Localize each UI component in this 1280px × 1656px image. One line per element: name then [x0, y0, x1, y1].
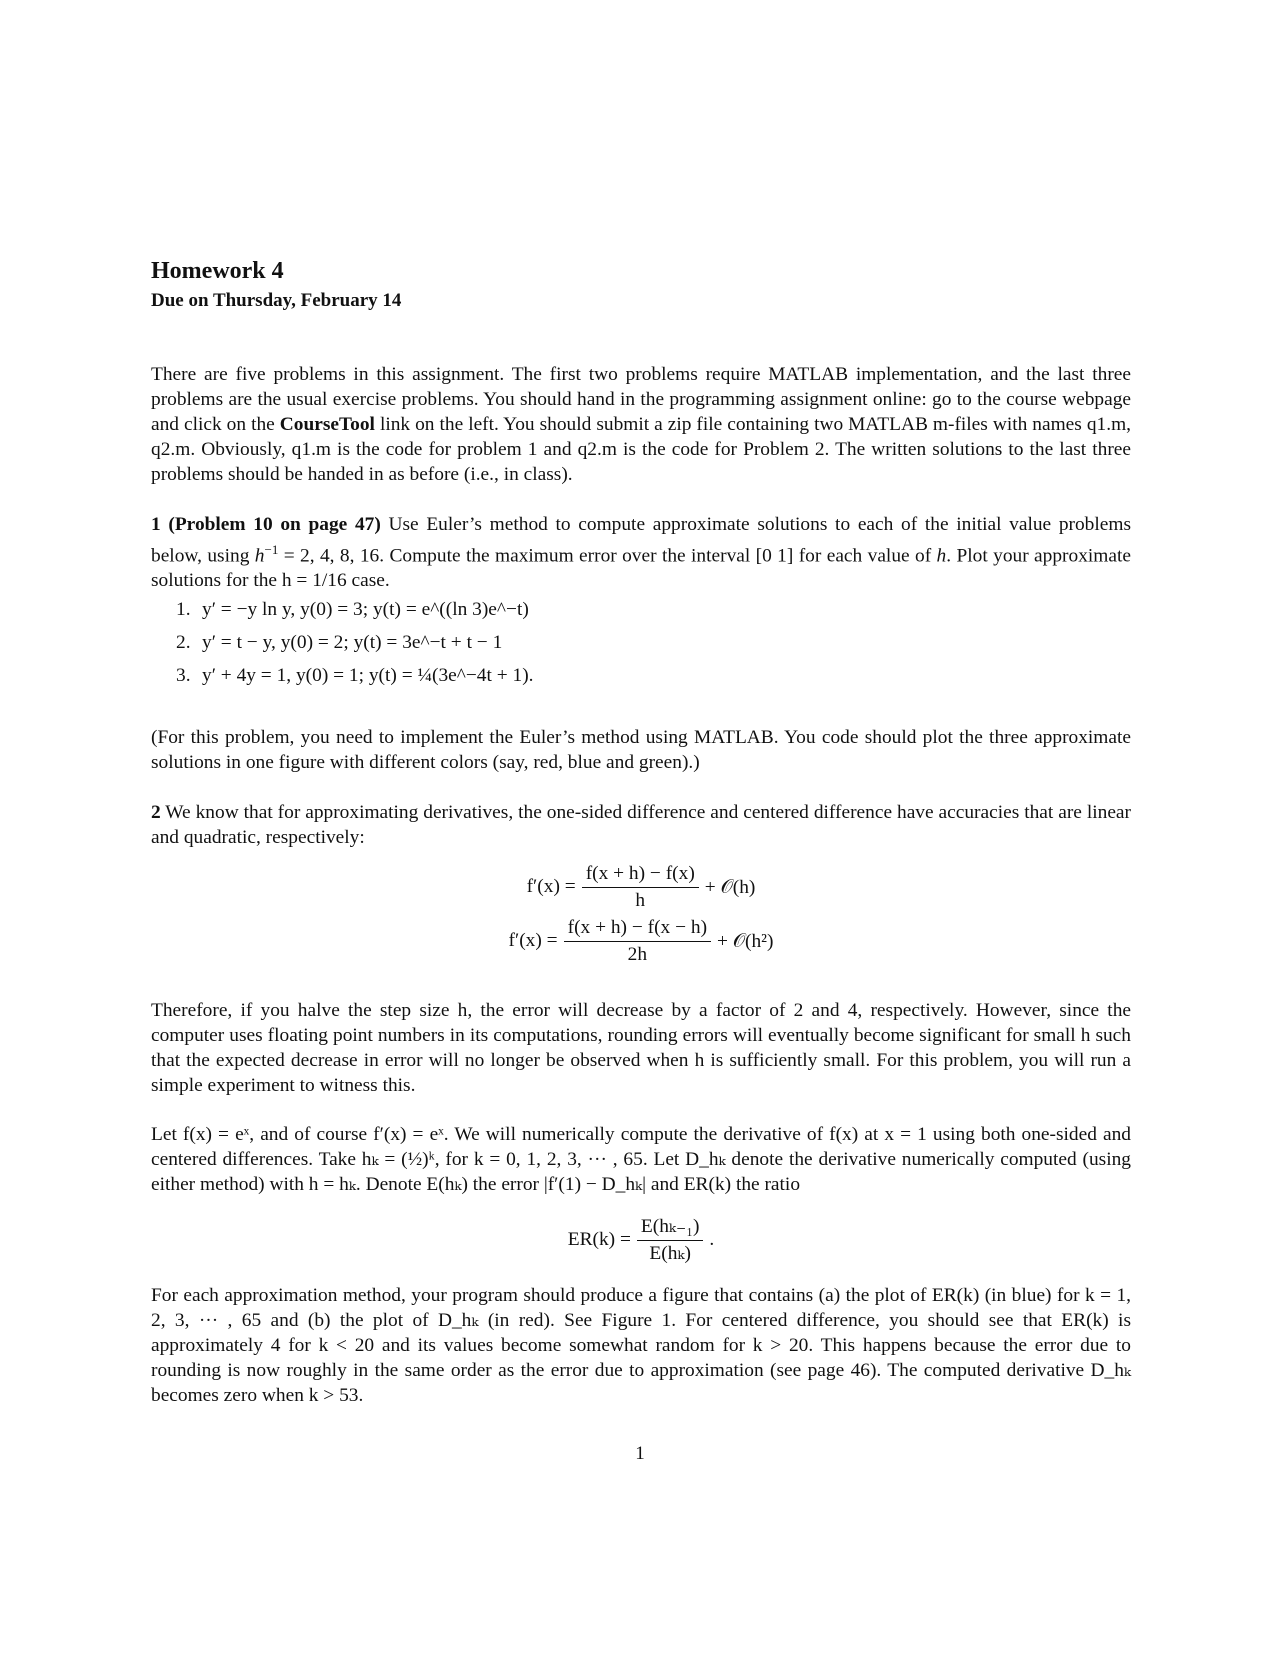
problem-2-heading: 2 [151, 802, 161, 823]
problem-1-hinv-values: = 2, 4, 8, 16. Compute the maximum error over the interval [0 1] for each value of [278, 545, 937, 567]
coursetool-link-text: CourseTool [279, 414, 375, 435]
ivp-equation: y′ + 4y = 1, y(0) = 1; y(t) = ¼(3e^−4t + 1). [202, 665, 534, 686]
intro-text-2: link on the left. You should submit a zip file containing two MATLAB m-files with names q1.m, q2.m. Obviously, q1.m is the code for problem 1 and q2.m is the code for Problem 2. The written solutions to the last three problems should be handed in as before (i.e., in class). [151, 414, 1131, 485]
problem-1-statement: 1 (Problem 10 on page 47) Use Euler’s method to compute approximate solutions to each of the initial value problems below, using $h^{-1} = 2$, 4, 8, 16. Compute the maximum error over the interval [0 1] for each value of h. Plot your approximate solutions for the h = 1/16 case. [151, 514, 1131, 592]
due-date: Due on Thursday, February 14 [151, 290, 402, 311]
ivp-equation: y′ = −y ln y, y(0) = 3; y(t) = e^((ln 3)e^−t) [202, 599, 529, 620]
intro-text-1: There are five problems in this assignment. The first two problems require MATLAB implementation, and the last three problems are the usual exercise problems. You should hand in the programming assignment online: go to the course webpage and click on the [151, 364, 1131, 435]
problem-1-note: (For this problem, you need to implement the Euler’s method using MATLAB. You code should plot the three approximate solutions in one figure with different colors (say, red, blue and green).) [151, 727, 1131, 773]
problem-2-paragraph-d: For each approximation method, your program should produce a figure that contains (a) the plot of ER(k) (in blue) for k = 1, 2, 3, ··· , 65 and (b) the plot of D_hₖ (in red). See Figure 1. For centered difference, you should see that ER(k) is approximately 4 for k < 20 and its values become somewhat random for k > 20. This happens because the error due to rounding is now roughly in the same order as the error due to approximation (see page 46). The computed derivative D_hₖ becomes zero when k > 53. [151, 1285, 1131, 1406]
intro-paragraph [151, 362, 1131, 487]
list-item: 2. y′ = t − y, y(0) = 2; y(t) = 3e^−t + t − 1 [176, 632, 503, 653]
problem-1-text-c: case. [346, 570, 390, 592]
problem-2-statement [151, 800, 1131, 850]
page-number: 1 [635, 1443, 645, 1464]
problem-1-h-case: h = 1/16 [281, 570, 347, 592]
problem-1-text-b: . Plot your approximate solutions for the [151, 545, 1131, 592]
problem-1-heading: 1 (Problem 10 on page 47) [151, 514, 381, 535]
ivp-equation: y′ = t − y, y(0) = 2; y(t) = 3e^−t + t − 1 [202, 632, 503, 653]
problem-1-list [151, 597, 1131, 696]
problem-1-text-a: Use Euler’s method to compute approximate solutions to each of the initial value problems below, using [151, 514, 1131, 567]
problem-2-paragraph-b: Therefore, if you halve the step size h, the error will decrease by a factor of 2 and 4, respectively. However, since the computer uses floating point numbers in its computations, rounding errors will eventually become significant for small h such that the expected decrease in error will no longer be observed when h is sufficiently small. For this problem, you will run a simple experiment to witness this. [151, 1000, 1131, 1096]
one-sided-difference-equation: f′(x) = $\frac{f(x + h) - f(x)}{h}$ + 𝒪(h) [526, 862, 756, 911]
problem-2-text-a: We know that for approximating derivatives, the one-sided difference and centered difference have accuracies that are linear and quadratic, respectively: [151, 802, 1131, 848]
problem-2-paragraph-c: Let f(x) = eˣ, and of course f′(x) = eˣ. We will numerically compute the derivative of f(x) at x = 1 using both one-sided and centered differences. Take hₖ = (½)ᵏ, for k = 0, 1, 2, 3, ··· , 65. Let D_hₖ denote the derivative numerically computed (using either method) with h = hₖ. Denote E(hₖ) the error |f′(1) − D_hₖ| and ER(k) the ratio [151, 1124, 1131, 1195]
error-ratio-equation: ER(k) = $\frac{\text{E(hₖ₋₁)}}{\text{E(hₖ)}}$ . [567, 1215, 715, 1264]
page-title: Homework 4 [151, 258, 284, 284]
list-item: 3. y′ + 4y = 1, y(0) = 1; y(t) = ¼(3e^−4t + 1). [176, 665, 534, 686]
list-item: 1. y′ = −y ln y, y(0) = 3; y(t) = e^((ln 3)e^−t) [176, 599, 529, 620]
difference-equations [151, 860, 1131, 968]
centered-difference-equation: f′(x) = $\frac{f(x + h) - f(x - h)}{2h}$ + 𝒪(h²) [508, 916, 774, 965]
